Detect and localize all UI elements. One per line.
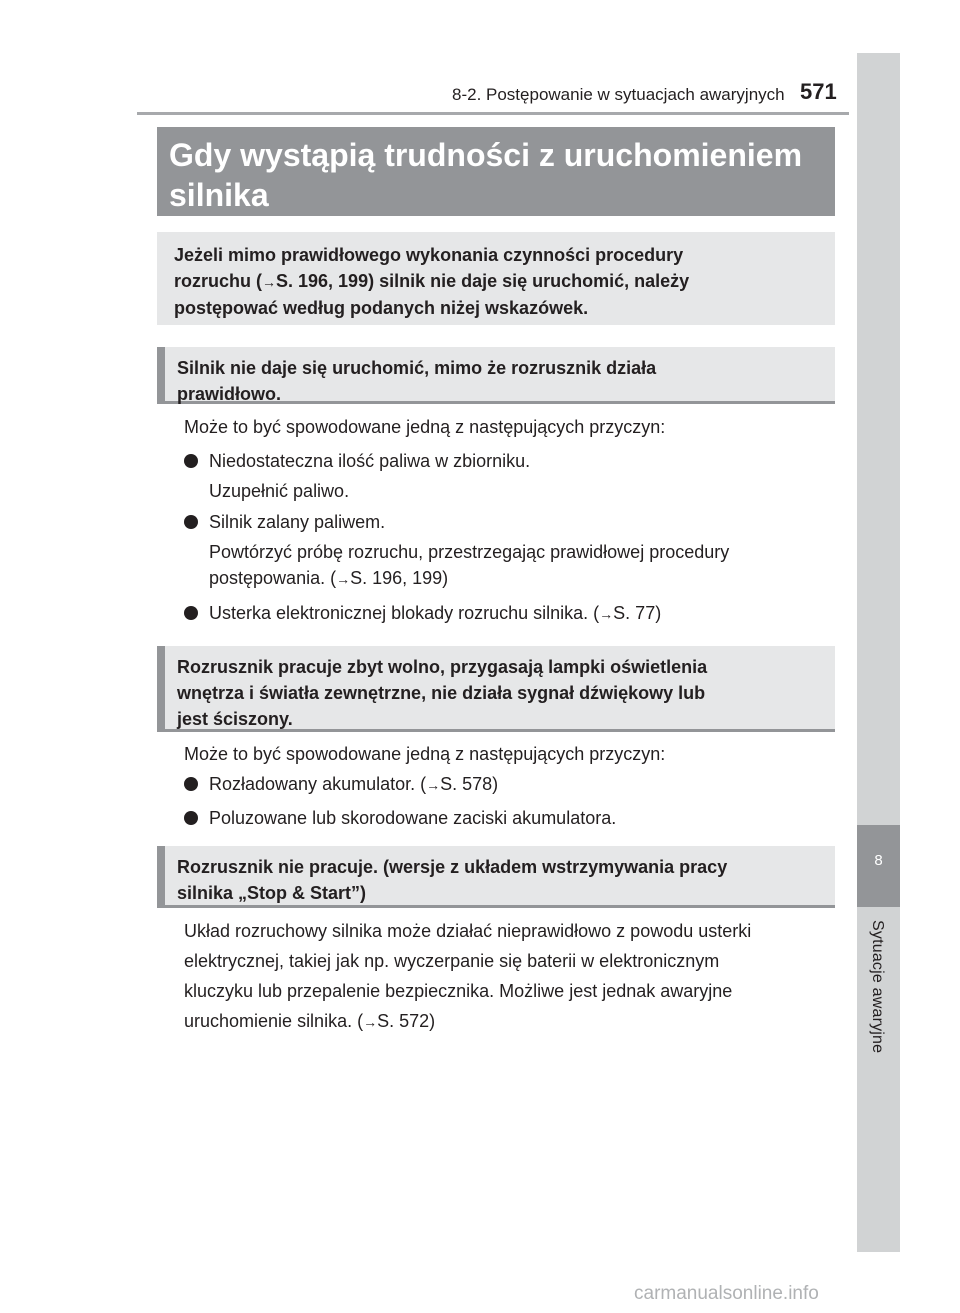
arrow-icon: →	[336, 571, 351, 587]
bullet-icon	[184, 811, 198, 825]
page-title-box	[157, 127, 835, 216]
list-item-detail: Uzupełnić paliwo.	[209, 481, 350, 501]
list-item-text	[209, 771, 498, 798]
page-number: 571	[800, 79, 837, 104]
sidebar-strip-top	[857, 53, 900, 825]
section-title: 8-2. Postępowanie w sytuacjach awaryjnych	[452, 85, 785, 104]
bullet-icon	[184, 606, 198, 620]
intro-line-2b: S. 196, 199) silnik nie daje się uruchomić, należy	[276, 271, 690, 291]
detail-line-1: Powtórzyć próbę rozruchu, przestrzegając prawidłowej procedury	[209, 542, 730, 562]
detail-line-2b: S. 196, 199)	[350, 568, 449, 588]
section-heading-2-text	[177, 654, 823, 732]
list-item-text: Poluzowane lub skorodowane zaciski akumulatora.	[209, 808, 617, 828]
list-item	[184, 600, 834, 627]
heading-3-line-2: silnika „Stop & Start”)	[177, 883, 367, 903]
list-item-text	[209, 600, 661, 627]
intro-line-3: postępować według podanych niżej wskazówek.	[174, 298, 589, 318]
section-heading-3-text	[177, 854, 823, 906]
list-item	[184, 805, 834, 831]
list-item	[184, 771, 834, 798]
list-item	[184, 509, 834, 535]
list-item-detail	[209, 539, 834, 592]
para-line-4a: uruchomienie silnika. (	[184, 1011, 364, 1031]
heading-2-line-2: wnętrza i światła zewnętrzne, nie działa sygnał dźwiękowy lub	[177, 683, 706, 703]
list-item	[184, 448, 834, 474]
para-line-3: kluczyku lub przepalenie bezpiecznika. Możliwe jest jednak awaryjne	[184, 981, 733, 1001]
chapter-title: Sytuacje awaryjne	[869, 920, 886, 1054]
page-title	[169, 135, 825, 215]
section-3-paragraph	[184, 916, 834, 1037]
bullet-icon	[184, 515, 198, 529]
section-2-lead: Może to być spowodowane jedną z następujących przyczyn:	[184, 744, 666, 764]
arrow-icon: →	[363, 1014, 378, 1030]
detail-line-2a: postępowania. (	[209, 568, 337, 588]
list-item-text-b: S. 77)	[613, 603, 662, 623]
list-item-text: Niedostateczna ilość paliwa w zbiorniku.	[209, 451, 531, 471]
section-heading-1	[157, 347, 835, 404]
arrow-icon: →	[599, 606, 614, 622]
para-line-4b: S. 572)	[377, 1011, 436, 1031]
section-heading-2	[157, 646, 835, 732]
chapter-number: 8	[874, 852, 883, 869]
heading-2-line-1: Rozrusznik pracuje zbyt wolno, przygasają lampki oświetlenia	[177, 657, 708, 677]
bullet-icon	[184, 777, 198, 791]
para-line-1: Układ rozruchowy silnika może działać nieprawidłowo z powodu usterki	[184, 921, 752, 941]
header-divider	[137, 112, 849, 115]
list-item-text-a: Rozładowany akumulator. (	[209, 774, 427, 794]
heading-1-line-1: Silnik nie daje się uruchomić, mimo że rozrusznik działa	[177, 358, 657, 378]
heading-3-line-1: Rozrusznik nie pracuje. (wersje z układem wstrzymywania pracy	[177, 857, 728, 877]
section-heading-3	[157, 846, 835, 908]
arrow-icon: →	[262, 274, 276, 290]
list-item-text: Silnik zalany paliwem.	[209, 512, 386, 532]
heading-1-line-2: prawidłowo.	[177, 384, 282, 404]
intro-box	[157, 232, 835, 325]
arrow-icon: →	[426, 777, 441, 793]
heading-2-line-3: jest ściszony.	[177, 709, 293, 729]
watermark: carmanualsonline.info	[634, 1283, 819, 1304]
intro-text	[174, 242, 817, 321]
list-item-text-a: Usterka elektronicznej blokady rozruchu silnika. (	[209, 603, 600, 623]
intro-line-2a: rozruchu (	[174, 271, 262, 291]
section-1-lead: Może to być spowodowane jedną z następujących przyczyn:	[184, 417, 666, 437]
page-title-line-2: silnika	[169, 177, 269, 213]
para-line-2: elektrycznej, takiej jak np. wyczerpanie się baterii w elektronicznym	[184, 951, 720, 971]
list-item-text-b: S. 578)	[440, 774, 499, 794]
intro-line-1: Jeżeli mimo prawidłowego wykonania czynności procedury	[174, 245, 684, 265]
section-heading-1-text	[177, 355, 823, 407]
bullet-icon	[184, 454, 198, 468]
page-title-line-1: Gdy wystąpią trudności z uruchomieniem	[169, 137, 803, 173]
